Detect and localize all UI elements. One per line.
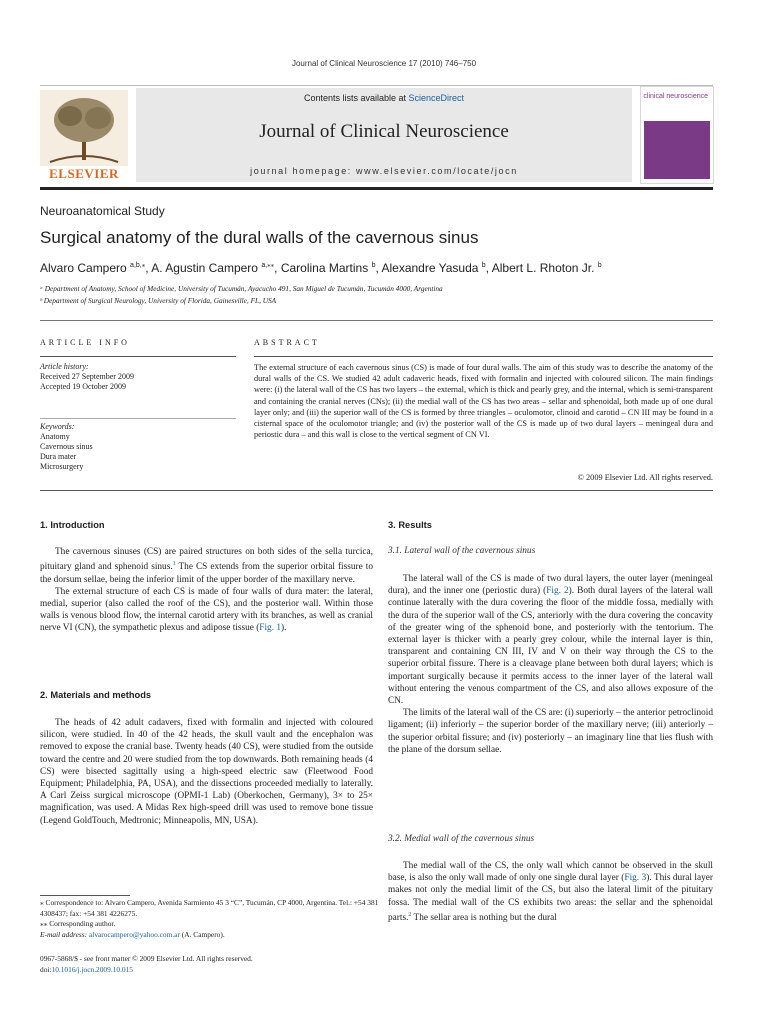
journal-title: Journal of Clinical Neuroscience xyxy=(259,121,509,142)
article-section: Neuroanatomical Study xyxy=(40,204,165,218)
affiliation-a: ᵃ Department of Anatomy, School of Medicine, University of Tucumán, Ayacucho 491, San Miguel de Tucumán, Tucumán 4000, Argentina xyxy=(40,284,443,293)
header-bottom-rule xyxy=(40,187,713,190)
lateral-wall-body xyxy=(388,573,713,756)
keywords-label: Keywords: xyxy=(40,422,75,431)
paragraph: The cavernous sinuses (CS) are paired structures on both sides of the sella turcica, pituitary gland and sphenoid sinus.$^1$ The CS extends from the superior orbital fissure to the dorsum sellae, being the inferior limit of the upper border of the maxillary nerve. xyxy=(40,547,373,585)
author-name: Albert L. Rhoton Jr. xyxy=(491,261,595,275)
subsection-heading-medial-wall: 3.2. Medial wall of the cavernous sinus xyxy=(388,834,535,844)
accepted-date: Accepted 19 October 2009 xyxy=(40,382,126,391)
history-label: Article history: xyxy=(40,362,89,371)
paper-title: Surgical anatomy of the dural walls of the cavernous sinus xyxy=(40,228,479,247)
doi-link[interactable]: 10.1016/j.jocn.2009.10.015 xyxy=(51,965,133,974)
footnote-email: E-mail address: alvarocampero@yahoo.com.ar (A. Campero). xyxy=(40,929,225,939)
keyword: Anatomy xyxy=(40,432,70,441)
methods-body xyxy=(40,717,373,827)
issn-line: 0967-5868/$ - see front matter © 2009 Elsevier Ltd. All rights reserved. xyxy=(40,954,253,963)
contents-prefix: Contents lists available at xyxy=(303,93,409,103)
figure-link[interactable]: Fig. 2 xyxy=(546,586,569,597)
footnotes xyxy=(40,898,395,940)
abstract-bottom-rule xyxy=(40,490,713,491)
medial-wall-body xyxy=(388,860,713,924)
sciencedirect-link[interactable]: ScienceDirect xyxy=(408,93,465,103)
running-head: Journal of Clinical Neuroscience 17 (2010) 746–750 xyxy=(291,59,477,68)
author-affil-mark: a,⁎⁎ xyxy=(261,262,275,269)
bottom-matter xyxy=(40,953,253,975)
footnote-corresponding: ⁎⁎ Corresponding author. xyxy=(40,919,116,928)
doi-line: doi:10.1016/j.jocn.2009.10.015 xyxy=(40,965,133,974)
abstract-text: The external structure of each cavernous sinus (CS) is made of four dural walls. The aim of this study was to describe the anatomy of the dural walls of the CS. We studied 42 adult cadaveric heads, fixed with formalin and injected with coloured silicon. The main findings were: (i) the lateral wall of the CS has two layers – the external, which is thick and pearly grey, and the internal, which is semi-transparent and containing the cranial nerves (CNs); (ii) the medial wall of the CS has two areas – sellar and sphenoidal, both made up of one dural layer only; and (iii) the superior wall of the CS is formed by three triangles – oculomotor, clinoid and carotid – CN III may be found in a cisternal space of the oculomotor triangle; and (iv) the posterior wall of the CS is made up of two dural layers – meningeal dura and periostic dura – and this wall is close to the vertical segment of CN VI. xyxy=(254,363,713,440)
author-affil-mark: b xyxy=(371,262,376,269)
author-name: Alexandre Yasuda xyxy=(381,261,479,275)
keyword: Dura mater xyxy=(40,452,77,461)
citation-ref[interactable]: 2 xyxy=(408,911,412,918)
journal-cover-image xyxy=(640,86,714,184)
footnote-correspondence: ⁎ Correspondence to: Alvaro Campero, Avenida Sarmiento 45 3 “C”, Tucumán, CP 4000, Argentina. Tel.: +54 381 4308437; fax: +54 381 4226275. xyxy=(40,898,379,918)
abstract-rule xyxy=(254,356,713,357)
article-info-rule xyxy=(40,356,236,357)
author-affil-mark: b xyxy=(597,262,602,269)
affiliation-rule xyxy=(40,320,713,321)
publisher-name: ELSEVIER xyxy=(49,166,119,181)
author-affil-mark: a,b,⁎ xyxy=(130,262,146,269)
affiliation-b: ᵇ Department of Surgical Neurology, University of Florida, Gainesville, FL, USA xyxy=(40,296,277,305)
paragraph: The external structure of each CS is made of four walls of dura mater: the lateral, medial, superior (also called the roof of the CS), and the posterior wall. Within those walls is venous blood flow, the internal carotid artery with its branches, as well as cranial nerve VI (CN), the sympathetic plexus and adipose tissue (Fig. 1). xyxy=(40,586,373,634)
figure-link[interactable]: Fig. 3 xyxy=(624,873,647,884)
author-name: Alvaro Campero xyxy=(40,261,127,275)
paragraph: The medial wall of the CS, the only wall which cannot be observed in the skull base, is also the only wall made of only one single dural layer (Fig. 3). This dural layer makes not only the medial limit of the CS, but also the lateral limit of the pituitary fossa. The medial wall of the CS exhibits two areas: the sellar and the sphenoidal parts.$^2$ The sellar area is nothing but the dural xyxy=(388,861,713,923)
author-name: Carolina Martins xyxy=(280,261,369,275)
article-info-heading: ARTICLE INFO xyxy=(40,338,130,347)
citation-ref[interactable]: 1 xyxy=(172,561,176,568)
journal-homepage[interactable]: journal homepage: www.elsevier.com/locate/jocn xyxy=(250,166,518,176)
article-history xyxy=(40,362,236,392)
email-link[interactable]: alvarocampero@yahoo.com.ar xyxy=(89,929,180,939)
keyword: Microsurgery xyxy=(40,462,84,471)
figure-link[interactable]: Fig. 1 xyxy=(259,623,281,634)
author-affil-mark: b xyxy=(481,262,486,269)
paragraph: The heads of 42 adult cadavers, fixed with formalin and injected with coloured silicon, were studied. In 40 of the 42 heads, the skull vault and the encephalon was removed to expose the cranial base. Twenty heads (40 CS), were studied from the outside toward the centre and 20 were studied from the top downwards. Both remaining heads (4 CS) were bisected sagittally using a high-speed electric saw (Fleetwood Food Equipment; Philadelphia, PA, USA), and the dissections proceeded medially to laterally. A Carl Zeiss surgical microscope (OPMI-1 Lab) (Oberkochen, Germany), 3× to 25× magnification, was used. A Midas Rex high-speed drill was used to remove bone tissue (Legend GoldTouch, Medtronic; Minneapolis, MN, USA). xyxy=(40,718,373,826)
paragraph: The limits of the lateral wall of the CS are: (i) superiorly – the anterior petroclinoid ligament; (ii) inferiorly – the superior border of the maxillary nerve; (iii) anteriorly – the superior orbital fissure; and (iv) posteriorly – an imaginary line that lies flush with the plane of the dorsum sellae. xyxy=(388,708,713,755)
received-date: Received 27 September 2009 xyxy=(40,372,134,381)
abstract-copyright: © 2009 Elsevier Ltd. All rights reserved. xyxy=(577,473,713,482)
keywords-block xyxy=(40,422,236,472)
section-heading-results: 3. Results xyxy=(388,520,432,530)
section-heading-introduction: 1. Introduction xyxy=(40,520,105,530)
header-top-rule xyxy=(40,85,713,86)
keyword: Cavernous sinus xyxy=(40,442,93,451)
section-heading-methods: 2. Materials and methods xyxy=(40,690,152,700)
contents-line xyxy=(136,93,632,103)
cover-artwork xyxy=(644,121,710,179)
abstract-heading: ABSTRACT xyxy=(254,338,320,347)
subsection-heading-lateral-wall: 3.1. Lateral wall of the cavernous sinus xyxy=(388,546,536,556)
author-name: A. Agustin Campero xyxy=(151,261,258,275)
footnote-rule xyxy=(40,895,130,896)
cover-title: clinical neuroscience xyxy=(643,93,708,100)
keywords-rule xyxy=(40,418,236,419)
author-list: Alvaro Campero $^{a,b,⁎}$, A. Agustin Campero $^{a,⁎⁎}$, Carolina Martins $^b$, Alexandre Yasuda $^b$, Albert L. Rhoton Jr. $^b$ xyxy=(40,261,602,275)
introduction-body xyxy=(40,546,373,635)
paragraph: The lateral wall of the CS is made of two dural layers, the outer layer (meningeal dura), and the inner one (periostic dura) (Fig. 2). Both dural layers of the lateral wall continue laterally with the dura covering the floor of the middle fossa, medially with the dura of the superior wall of the CS, anteriorly with the dura covering the concavity of the greater wing of the sphenoid bone, and posteriorly with the tentorium. The external layer is thicker with a pearly grey colour, while the internal layer is thin, transparent and containing CN III, IV and V on their way through the CS to the superior orbital fissure. There is a cleavage plane between both dural layers; which is important surgically because it permits access to the inner layer of the lateral wall without entering the venous compartment of the CS, and also allows exposure of the CN. xyxy=(388,574,713,707)
